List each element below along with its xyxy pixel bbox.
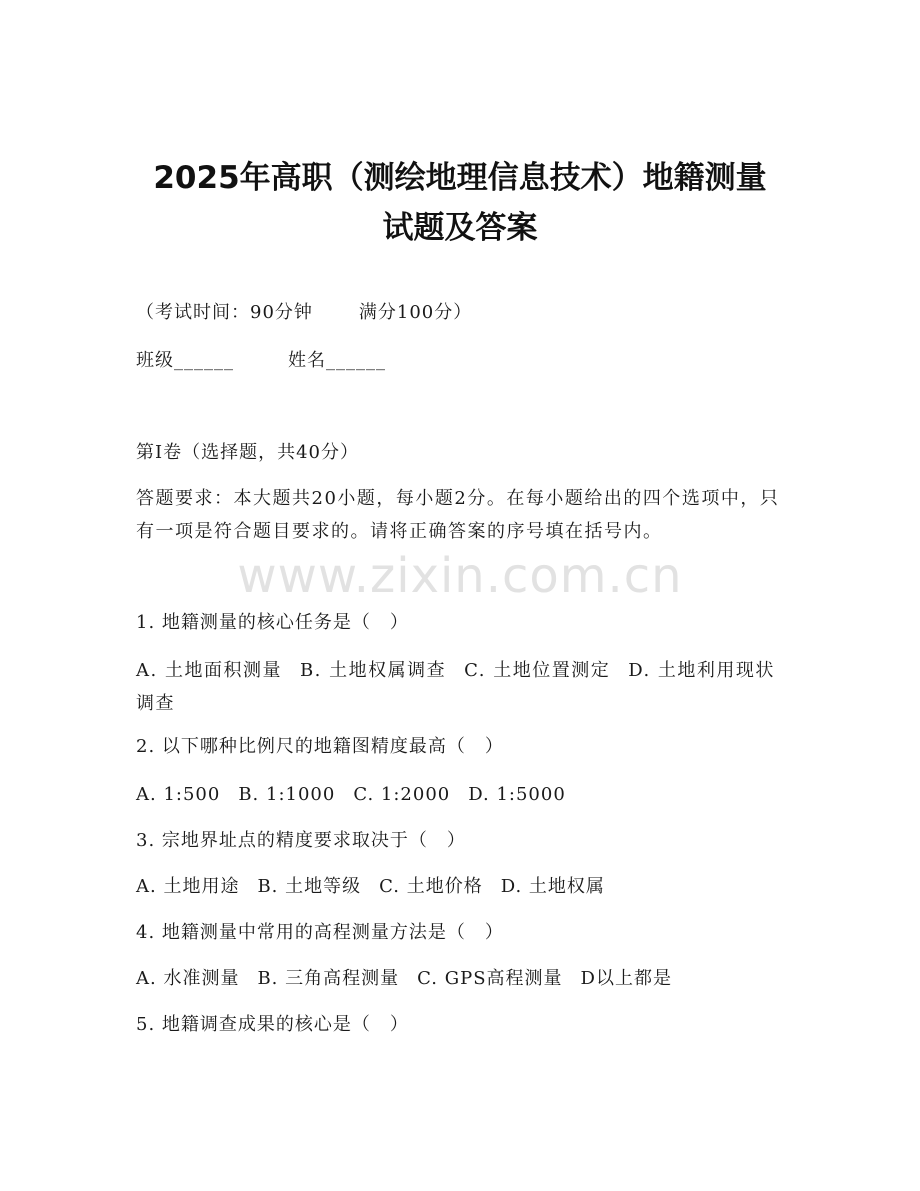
answer-instructions: 答题要求：本大题共20小题，每小题2分。在每小题给出的四个选项中，只有一项是符合题目要求的。请将正确答案的序号填在括号内。: [136, 488, 780, 542]
question-4-option-a: A. 水准测量: [136, 968, 240, 989]
question-1-stem: 1. 地籍测量的核心任务是（ ）: [136, 612, 409, 633]
question-5-stem: 5. 地籍调查成果的核心是（ ）: [136, 1014, 409, 1035]
student-info: [136, 346, 386, 376]
section-heading: 第I卷（选择题，共40分）: [136, 442, 360, 463]
question-2-option-b: B. 1:1000: [238, 784, 336, 805]
question-1-option-c: C. 土地位置测定: [464, 660, 611, 681]
question-1-option-a: A. 土地面积测量: [136, 660, 282, 681]
question-4-option-c: C. GPS高程测量: [417, 968, 563, 989]
question-3-stem: 3. 宗地界址点的精度要求取决于（ ）: [136, 830, 466, 851]
question-1-option-b: B. 土地权属调查: [299, 660, 447, 681]
question-4-stem: 4. 地籍测量中常用的高程测量方法是（ ）: [136, 922, 504, 943]
question-2-option-a: A. 1:500: [136, 784, 221, 805]
question-2-option-c: C. 1:2000: [353, 784, 451, 805]
exam-info: [136, 298, 472, 328]
watermark: www.zixin.com.cn: [237, 548, 683, 604]
exam-time: （考试时间：90分钟: [136, 302, 313, 323]
question-4-option-b: B. 三角高程测量: [257, 968, 400, 989]
class-field: 班级______: [136, 350, 234, 371]
question-3-options: [136, 872, 605, 902]
document-title-line-1: 2025年高职（测绘地理信息技术）地籍测量: [153, 160, 767, 196]
question-2-option-d: D. 1:5000: [468, 784, 566, 805]
question-4-options: [136, 964, 672, 994]
document-title-line-2: 试题及答案: [382, 210, 538, 246]
name-field: 姓名______: [288, 350, 386, 371]
question-2-stem: 2. 以下哪种比例尺的地籍图精度最高（ ）: [136, 736, 504, 757]
question-3-option-a: A. 土地用途: [136, 876, 240, 897]
question-3-option-d: D. 土地权属: [500, 876, 605, 897]
question-1-options: [136, 654, 786, 720]
exam-score: 满分100分）: [358, 302, 473, 323]
question-2-options: [136, 780, 566, 810]
question-3-option-c: C. 土地价格: [379, 876, 483, 897]
question-4-option-d: D以上都是: [580, 968, 672, 989]
question-3-option-b: B. 土地等级: [257, 876, 362, 897]
question-1-option-d: D. 土地利用现状调查: [136, 660, 775, 714]
